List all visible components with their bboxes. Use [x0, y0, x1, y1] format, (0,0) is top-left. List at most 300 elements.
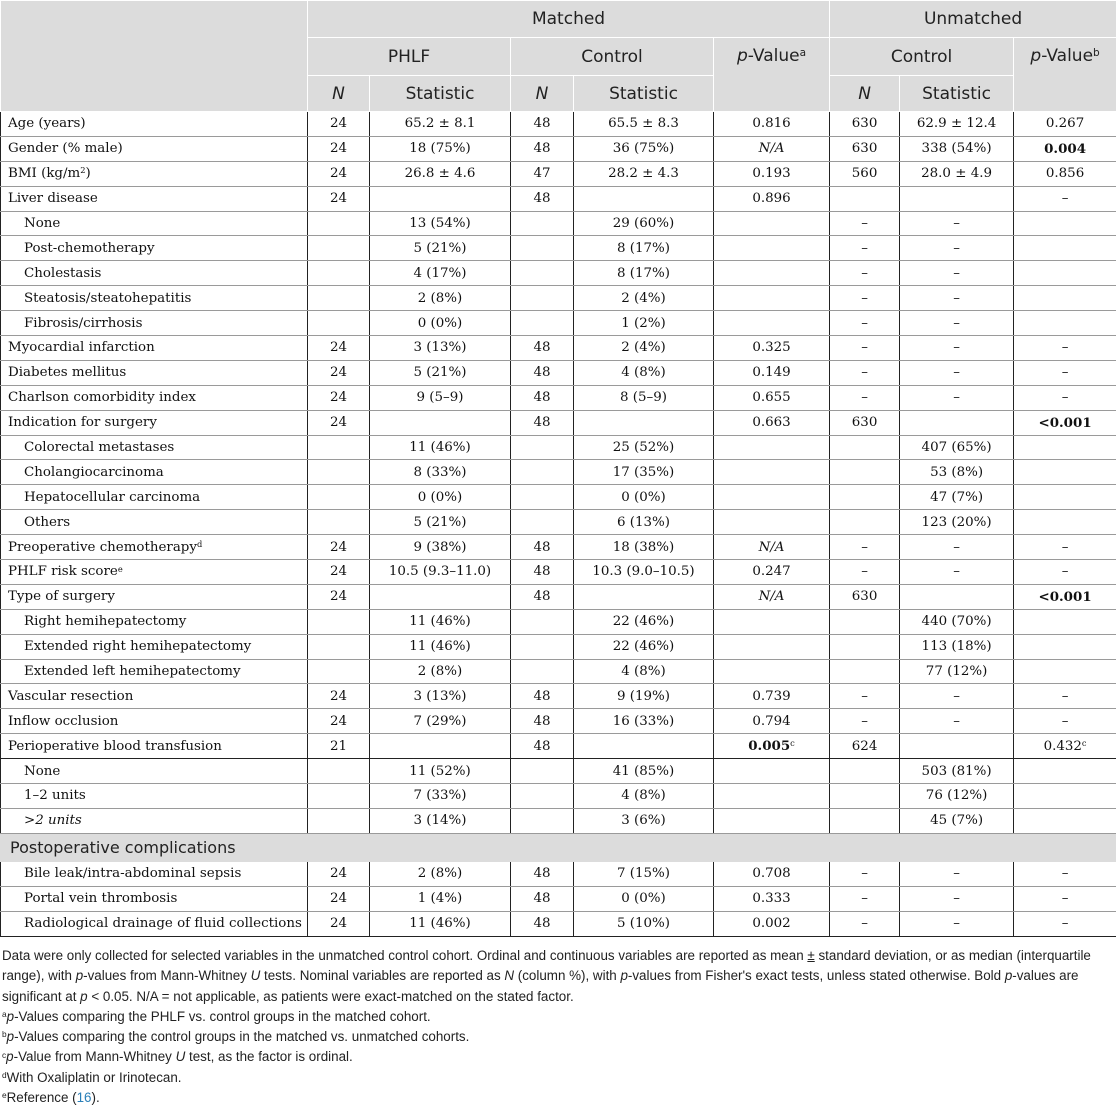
cell-pvalue-unmatched: <0.001: [1014, 584, 1116, 609]
cell-pvalue-matched: 0.663: [714, 410, 830, 435]
cell-pvalue-matched: [714, 261, 830, 286]
table-row: [1, 886, 1116, 911]
cell-pvalue-unmatched: [1014, 485, 1116, 510]
cell-pvalue-unmatched: [1014, 759, 1116, 784]
cell-n-control: [511, 460, 574, 485]
cell-n-phlf: 24: [308, 886, 370, 911]
cell-stat-unmatched: 338 (54%): [900, 136, 1014, 161]
row-label: Indication for surgery: [1, 410, 308, 435]
cell-pvalue-matched: 0.816: [714, 112, 830, 137]
row-label: Post-chemotherapy: [1, 236, 308, 261]
cell-stat-phlf: 11 (46%): [370, 435, 511, 460]
cell-n-unmatched: [830, 435, 900, 460]
cell-stat-phlf: 11 (46%): [370, 911, 511, 936]
cell-n-phlf: [308, 236, 370, 261]
cell-stat-unmatched: 45 (7%): [900, 808, 1014, 833]
cell-stat-phlf: [370, 410, 511, 435]
reference-link[interactable]: 16: [76, 1090, 92, 1106]
cell-n-unmatched: –: [830, 336, 900, 361]
cell-stat-unmatched: –: [900, 560, 1014, 585]
cell-pvalue-matched: [714, 784, 830, 809]
footnote-a: $^a$p-Values comparing the PHLF vs. control groups in the matched cohort.: [2, 1008, 431, 1024]
cell-n-phlf: 24: [308, 112, 370, 137]
cell-stat-phlf: 2 (8%): [370, 286, 511, 311]
cell-n-unmatched: –: [830, 911, 900, 936]
section-label: Postoperative complications: [1, 833, 1116, 861]
cell-stat-unmatched: 62.9 ± 12.4: [900, 112, 1014, 137]
cell-pvalue-matched: 0.149: [714, 360, 830, 385]
cell-pvalue-unmatched: 0.432$^c$: [1014, 734, 1116, 759]
cell-pvalue-unmatched: 0.004: [1014, 136, 1116, 161]
cell-n-unmatched: [830, 460, 900, 485]
cell-n-control: 48: [511, 385, 574, 410]
cell-pvalue-unmatched: –: [1014, 886, 1116, 911]
cell-stat-phlf: 11 (52%): [370, 759, 511, 784]
cell-stat-phlf: 1 (4%): [370, 886, 511, 911]
cell-n-unmatched: –: [830, 861, 900, 886]
cell-stat-control: [574, 410, 714, 435]
table-row: [1, 535, 1116, 560]
cell-pvalue-unmatched: –: [1014, 360, 1116, 385]
cell-pvalue-unmatched: <0.001: [1014, 410, 1116, 435]
cell-n-control: [511, 609, 574, 634]
cell-stat-control: 8 (17%): [574, 261, 714, 286]
cell-n-control: [511, 311, 574, 336]
cell-stat-control: 9 (19%): [574, 684, 714, 709]
cell-stat-control: 25 (52%): [574, 435, 714, 460]
cell-stat-phlf: 8 (33%): [370, 460, 511, 485]
cell-stat-control: 4 (8%): [574, 360, 714, 385]
table-row: [1, 784, 1116, 809]
cell-n-control: 48: [511, 684, 574, 709]
table-footnotes: [0, 946, 1110, 1108]
cell-n-phlf: [308, 510, 370, 535]
cell-n-phlf: 24: [308, 560, 370, 585]
row-label: Preoperative chemotherapy$^d$: [1, 535, 308, 560]
cell-n-control: 48: [511, 861, 574, 886]
cell-stat-control: 1 (2%): [574, 311, 714, 336]
cell-n-phlf: [308, 460, 370, 485]
table-row: [1, 911, 1116, 936]
row-label: Extended right hemihepatectomy: [1, 634, 308, 659]
cell-pvalue-unmatched: [1014, 609, 1116, 634]
cell-pvalue-matched: [714, 634, 830, 659]
cell-n-phlf: 24: [308, 684, 370, 709]
cell-n-unmatched: –: [830, 261, 900, 286]
cell-stat-unmatched: 113 (18%): [900, 634, 1014, 659]
cell-n-unmatched: 630: [830, 112, 900, 137]
cell-pvalue-matched: 0.896: [714, 186, 830, 211]
cell-stat-control: 2 (4%): [574, 286, 714, 311]
row-label: Diabetes mellitus: [1, 360, 308, 385]
cell-stat-control: 4 (8%): [574, 659, 714, 684]
cell-stat-phlf: 0 (0%): [370, 485, 511, 510]
cell-stat-phlf: 3 (14%): [370, 808, 511, 833]
cell-stat-phlf: 0 (0%): [370, 311, 511, 336]
cell-stat-unmatched: 77 (12%): [900, 659, 1014, 684]
cell-n-phlf: [308, 808, 370, 833]
cell-stat-unmatched: 28.0 ± 4.9: [900, 161, 1014, 186]
cell-n-control: 48: [511, 584, 574, 609]
cell-stat-control: 7 (15%): [574, 861, 714, 886]
table-row: [1, 560, 1116, 585]
cell-pvalue-unmatched: –: [1014, 535, 1116, 560]
cell-stat-unmatched: –: [900, 535, 1014, 560]
cell-stat-unmatched: 47 (7%): [900, 485, 1014, 510]
table-row: [1, 311, 1116, 336]
cell-pvalue-matched: [714, 435, 830, 460]
cell-pvalue-matched: [714, 759, 830, 784]
cell-stat-control: [574, 186, 714, 211]
cell-pvalue-unmatched: –: [1014, 385, 1116, 410]
cell-pvalue-matched: 0.325: [714, 336, 830, 361]
row-label: Charlson comorbidity index: [1, 385, 308, 410]
cell-n-phlf: 24: [308, 535, 370, 560]
cell-stat-control: 5 (10%): [574, 911, 714, 936]
row-label: Gender (% male): [1, 136, 308, 161]
cell-pvalue-matched: N/A: [714, 136, 830, 161]
cell-n-control: [511, 485, 574, 510]
header-n-unmatched: N: [830, 76, 900, 112]
cell-pvalue-matched: 0.247: [714, 560, 830, 585]
table-row: [1, 734, 1116, 759]
cell-pvalue-unmatched: [1014, 236, 1116, 261]
row-label: BMI $(kg/m^2)$: [1, 161, 308, 186]
table-row: [1, 410, 1116, 435]
table-row: [1, 684, 1116, 709]
cell-stat-phlf: 18 (75%): [370, 136, 511, 161]
cell-pvalue-unmatched: [1014, 784, 1116, 809]
cell-pvalue-matched: 0.333: [714, 886, 830, 911]
table-row: [1, 510, 1116, 535]
table-header: [1, 1, 1116, 112]
row-label: Bile leak/intra-abdominal sepsis: [1, 861, 308, 886]
cell-pvalue-matched: N/A: [714, 584, 830, 609]
cell-stat-phlf: 9 (38%): [370, 535, 511, 560]
cell-n-phlf: 21: [308, 734, 370, 759]
cell-stat-control: 22 (46%): [574, 634, 714, 659]
cell-stat-control: 0 (0%): [574, 485, 714, 510]
cell-n-unmatched: 624: [830, 734, 900, 759]
row-label: Radiological drainage of fluid collections: [1, 911, 308, 936]
cell-pvalue-unmatched: –: [1014, 684, 1116, 709]
cell-pvalue-unmatched: [1014, 311, 1116, 336]
table-row: [1, 236, 1116, 261]
cell-n-control: 48: [511, 560, 574, 585]
cell-n-unmatched: 630: [830, 136, 900, 161]
row-label: Vascular resection: [1, 684, 308, 709]
cell-stat-phlf: 11 (46%): [370, 634, 511, 659]
cell-pvalue-matched: N/A: [714, 535, 830, 560]
cell-n-control: [511, 784, 574, 809]
cell-n-unmatched: –: [830, 236, 900, 261]
cell-stat-phlf: [370, 584, 511, 609]
cell-stat-phlf: 65.2 ± 8.1: [370, 112, 511, 137]
table-row: [1, 584, 1116, 609]
table-row: [1, 659, 1116, 684]
cell-stat-phlf: 2 (8%): [370, 659, 511, 684]
cell-stat-phlf: 7 (33%): [370, 784, 511, 809]
cell-stat-unmatched: –: [900, 911, 1014, 936]
cell-pvalue-unmatched: [1014, 460, 1116, 485]
cell-n-unmatched: [830, 485, 900, 510]
cell-n-control: 48: [511, 911, 574, 936]
table-row: [1, 186, 1116, 211]
cell-n-phlf: [308, 759, 370, 784]
cell-n-control: [511, 286, 574, 311]
header-control-matched: Control: [511, 38, 714, 76]
cell-stat-unmatched: –: [900, 360, 1014, 385]
cell-stat-phlf: 3 (13%): [370, 684, 511, 709]
cell-stat-unmatched: –: [900, 311, 1014, 336]
row-label: Hepatocellular carcinoma: [1, 485, 308, 510]
cell-stat-control: [574, 734, 714, 759]
cell-n-phlf: 24: [308, 584, 370, 609]
cell-pvalue-unmatched: [1014, 634, 1116, 659]
cell-n-unmatched: [830, 634, 900, 659]
cell-stat-control: 28.2 ± 4.3: [574, 161, 714, 186]
cell-stat-unmatched: –: [900, 385, 1014, 410]
cell-stat-phlf: [370, 734, 511, 759]
cell-stat-unmatched: –: [900, 286, 1014, 311]
cell-n-phlf: [308, 435, 370, 460]
row-label: Extended left hemihepatectomy: [1, 659, 308, 684]
footnote-c: $^c$p-Value from Mann-Whitney U test, as the factor is ordinal.: [2, 1049, 353, 1065]
cell-n-unmatched: 630: [830, 410, 900, 435]
table-row: [1, 136, 1116, 161]
cell-n-control: 48: [511, 186, 574, 211]
row-label: PHLF risk score$^e$: [1, 560, 308, 585]
cell-n-control: [511, 435, 574, 460]
cell-n-control: [511, 236, 574, 261]
cell-stat-control: 8 (5–9): [574, 385, 714, 410]
cell-pvalue-unmatched: [1014, 286, 1116, 311]
header-phlf: PHLF: [308, 38, 511, 76]
cell-n-phlf: [308, 311, 370, 336]
cell-stat-phlf: [370, 186, 511, 211]
cell-pvalue-matched: 0.794: [714, 709, 830, 734]
row-label: Age (years): [1, 112, 308, 137]
cell-stat-phlf: 11 (46%): [370, 609, 511, 634]
cell-pvalue-unmatched: [1014, 261, 1116, 286]
cell-pvalue-unmatched: –: [1014, 560, 1116, 585]
cell-n-phlf: [308, 261, 370, 286]
row-label: Cholestasis: [1, 261, 308, 286]
cell-n-unmatched: [830, 186, 900, 211]
footnote-main: Data were only collected for selected variables in the unmatched control cohort. Ordinal and continuous variables are reported as mean ± standard deviation, or as median (interquartile range), with p-values from Mann-Whitney U tests. Nominal variables are reported as N (column %), with p-values from Fisher's exact tests, unless stated otherwise. Bold p-values are significant at p < 0.05. N/A = not applicable, as patients were exact-matched on the stated factor.: [2, 948, 1091, 1004]
cell-n-phlf: 24: [308, 911, 370, 936]
cell-stat-unmatched: 123 (20%): [900, 510, 1014, 535]
cell-n-unmatched: [830, 659, 900, 684]
cell-n-control: 48: [511, 410, 574, 435]
cell-n-phlf: [308, 784, 370, 809]
row-label: >2 units: [1, 808, 308, 833]
cell-stat-control: 17 (35%): [574, 460, 714, 485]
cell-pvalue-unmatched: –: [1014, 709, 1116, 734]
table-row: [1, 112, 1116, 137]
cell-pvalue-matched: [714, 485, 830, 510]
cell-stat-unmatched: –: [900, 236, 1014, 261]
cell-pvalue-unmatched: [1014, 435, 1116, 460]
cell-pvalue-matched: [714, 659, 830, 684]
footnote-b: $^b$p-Values comparing the control groups in the matched vs. unmatched cohorts.: [2, 1029, 470, 1045]
cell-n-control: 48: [511, 136, 574, 161]
cell-stat-unmatched: 503 (81%): [900, 759, 1014, 784]
cell-n-control: 48: [511, 535, 574, 560]
header-matched: Matched: [308, 1, 830, 38]
cell-pvalue-matched: 0.655: [714, 385, 830, 410]
cell-stat-unmatched: –: [900, 211, 1014, 236]
table-row: [1, 709, 1116, 734]
row-label: Perioperative blood transfusion: [1, 734, 308, 759]
row-label: Portal vein thrombosis: [1, 886, 308, 911]
header-pvalue-b: p-Value$^b$: [1014, 38, 1116, 112]
cell-n-control: [511, 659, 574, 684]
cell-n-control: [511, 261, 574, 286]
cell-stat-phlf: 4 (17%): [370, 261, 511, 286]
cell-stat-control: [574, 584, 714, 609]
row-label: None: [1, 759, 308, 784]
cell-stat-unmatched: 440 (70%): [900, 609, 1014, 634]
row-label: Myocardial infarction: [1, 336, 308, 361]
cell-pvalue-matched: 0.708: [714, 861, 830, 886]
cell-n-control: 48: [511, 709, 574, 734]
cell-stat-unmatched: –: [900, 861, 1014, 886]
footnote-e: $^e$Reference (16).: [2, 1090, 100, 1106]
cell-n-phlf: 24: [308, 410, 370, 435]
cell-stat-phlf: 26.8 ± 4.6: [370, 161, 511, 186]
cell-n-phlf: 24: [308, 360, 370, 385]
cell-stat-phlf: 10.5 (9.3–11.0): [370, 560, 511, 585]
cell-n-unmatched: –: [830, 709, 900, 734]
header-n-control: N: [511, 76, 574, 112]
cell-pvalue-matched: [714, 460, 830, 485]
cell-n-control: [511, 211, 574, 236]
cell-n-control: 48: [511, 886, 574, 911]
header-statistic-unmatched: Statistic: [900, 76, 1014, 112]
cell-n-phlf: [308, 211, 370, 236]
cell-n-phlf: [308, 286, 370, 311]
cell-n-unmatched: [830, 759, 900, 784]
cell-n-phlf: 24: [308, 136, 370, 161]
cell-pvalue-matched: [714, 211, 830, 236]
cell-n-control: 48: [511, 734, 574, 759]
cell-stat-unmatched: –: [900, 684, 1014, 709]
row-label: Fibrosis/cirrhosis: [1, 311, 308, 336]
cell-stat-unmatched: –: [900, 261, 1014, 286]
cell-stat-unmatched: –: [900, 336, 1014, 361]
cell-n-phlf: [308, 609, 370, 634]
cell-pvalue-unmatched: 0.856: [1014, 161, 1116, 186]
cell-n-phlf: 24: [308, 186, 370, 211]
header-unmatched: Unmatched: [830, 1, 1116, 38]
cell-stat-phlf: 9 (5–9): [370, 385, 511, 410]
cell-pvalue-unmatched: –: [1014, 186, 1116, 211]
cell-n-phlf: 24: [308, 861, 370, 886]
cell-n-unmatched: –: [830, 886, 900, 911]
cell-stat-control: 22 (46%): [574, 609, 714, 634]
row-label: Colorectal metastases: [1, 435, 308, 460]
cell-pvalue-matched: [714, 609, 830, 634]
cell-stat-control: 6 (13%): [574, 510, 714, 535]
table-row: [1, 161, 1116, 186]
cell-pvalue-unmatched: 0.267: [1014, 112, 1116, 137]
cell-stat-control: 16 (33%): [574, 709, 714, 734]
cell-n-unmatched: –: [830, 211, 900, 236]
cell-n-control: 48: [511, 360, 574, 385]
cell-n-unmatched: [830, 808, 900, 833]
cell-n-control: 48: [511, 336, 574, 361]
table-row: [1, 435, 1116, 460]
cell-pvalue-unmatched: [1014, 211, 1116, 236]
cell-n-control: [511, 510, 574, 535]
cell-pvalue-matched: [714, 286, 830, 311]
cell-stat-unmatched: [900, 186, 1014, 211]
row-label: Right hemihepatectomy: [1, 609, 308, 634]
cell-n-phlf: 24: [308, 385, 370, 410]
cell-pvalue-unmatched: [1014, 510, 1116, 535]
header-statistic-phlf: Statistic: [370, 76, 511, 112]
row-label: Type of surgery: [1, 584, 308, 609]
cell-n-unmatched: 560: [830, 161, 900, 186]
row-label: 1–2 units: [1, 784, 308, 809]
table-body: [1, 112, 1116, 937]
table-row: [1, 261, 1116, 286]
cell-stat-control: 8 (17%): [574, 236, 714, 261]
cell-n-phlf: 24: [308, 161, 370, 186]
cell-n-phlf: [308, 634, 370, 659]
cell-pvalue-matched: 0.002: [714, 911, 830, 936]
cell-stat-unmatched: 53 (8%): [900, 460, 1014, 485]
cell-stat-phlf: 13 (54%): [370, 211, 511, 236]
cell-n-unmatched: [830, 609, 900, 634]
cell-stat-control: 0 (0%): [574, 886, 714, 911]
cell-pvalue-matched: 0.739: [714, 684, 830, 709]
cell-stat-phlf: 2 (8%): [370, 861, 511, 886]
cell-n-control: [511, 759, 574, 784]
cell-stat-control: 18 (38%): [574, 535, 714, 560]
cell-pvalue-matched: [714, 510, 830, 535]
row-label: None: [1, 211, 308, 236]
cell-n-unmatched: –: [830, 385, 900, 410]
table-row: [1, 385, 1116, 410]
cell-stat-control: 29 (60%): [574, 211, 714, 236]
cell-pvalue-matched: [714, 808, 830, 833]
row-label: Others: [1, 510, 308, 535]
table-row: [1, 460, 1116, 485]
cell-n-control: 47: [511, 161, 574, 186]
cell-stat-unmatched: [900, 734, 1014, 759]
footnote-d: $^d$With Oxaliplatin or Irinotecan.: [2, 1069, 182, 1085]
table-row: [1, 360, 1116, 385]
table-row: [1, 336, 1116, 361]
cell-stat-unmatched: [900, 584, 1014, 609]
cell-n-unmatched: 630: [830, 584, 900, 609]
cell-stat-phlf: 7 (29%): [370, 709, 511, 734]
cell-n-unmatched: [830, 784, 900, 809]
cell-n-phlf: [308, 659, 370, 684]
cell-stat-unmatched: [900, 410, 1014, 435]
cell-pvalue-unmatched: –: [1014, 911, 1116, 936]
table-row: [1, 485, 1116, 510]
cell-n-unmatched: –: [830, 560, 900, 585]
cell-stat-control: 41 (85%): [574, 759, 714, 784]
table-row: [1, 211, 1116, 236]
cell-stat-phlf: 5 (21%): [370, 510, 511, 535]
cell-n-unmatched: –: [830, 311, 900, 336]
cell-pvalue-unmatched: –: [1014, 336, 1116, 361]
row-label: Liver disease: [1, 186, 308, 211]
